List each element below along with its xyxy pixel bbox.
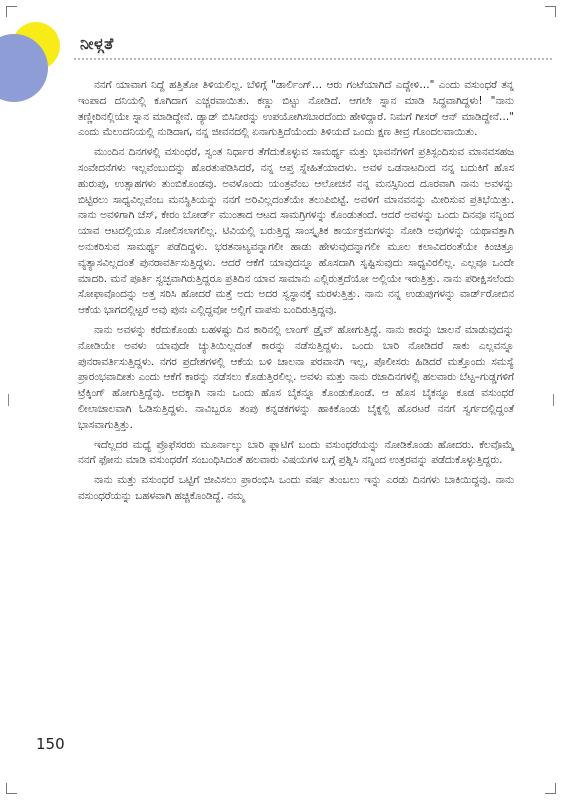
paragraph: ಇದೆಲ್ಲದರ ಮಧ್ಯೆ ಪ್ರೊಫೆಸರರು ಮೂರ್ನಾಲ್ಕು ಬಾರಿ ಫ್ಲಾಟಿಗೆ ಬಂದು ವಸುಂಧರೆಯನ್ನು ನೋಡಿಕೊಂಡು ಹೋದರು. ಕೆಲವೊಮ್ಮೆ ನನಗೆ ಫೋನು ಮಾಡಿ ವಸುಂಧರೆಗೆ ಸಂಬಂಧಿಸಿದಂತೆ ಹಲವಾರು ವಿಷಯಗಳ ಬಗ್ಗೆ ಪ್ರಶ್ನಿಸಿ ನನ್ನಿಂದ ಉತ್ತರವನ್ನು ಪಡೆದುಕೊಳ್ಳುತ್ತಿದ್ದರು. — [78, 438, 514, 467]
section-title: ನೀಳ್ಗತೆ — [80, 34, 114, 53]
crop-mark-top-right — [545, 6, 556, 17]
page-number: 150 — [36, 735, 65, 753]
decorative-circles-icon — [0, 22, 80, 102]
paragraph: ನಾನು ಅವಳನ್ನು ಕರೆದುಕೊಂಡು ಬಹಳಷ್ಟು ದಿನ ಕಾರಿನಲ್ಲಿ ಲಾಂಗ್ ಡ್ರೈವ್ ಹೋಗುತ್ತಿದ್ದೆ. ನಾನು ಕಾರನ್ನು ಚಾಲನೆ ಮಾಡುವುದನ್ನು ನೋಡಿಯೇ ಅವಳು ಯಾವುದೇ ಚ್ಯುತಿಯಿಲ್ಲದಂತೆ ಕಾರನ್ನು ನಡೆಸುತ್ತಿದ್ದಳು. ಒಂದು ಬಾರಿ ನೋಡಿದರೆ ಸಾಕು ಎಲ್ಲವನ್ನೂ ಪುನರಾವರ್ತಿಸುತ್ತಿದ್ದಳು. ನಗರ ಪ್ರದೇಶಗಳಲ್ಲಿ ಆಕೆಯ ಬಳಿ ಚಾಲನಾ ಪರವಾನಗಿ ಇಲ್ಲ, ಪೊಲೀಸರು ಹಿಡಿದರೆ ಮತ್ತೊಂದು ಸಮಸ್ಯೆ ಪ್ರಾರಂಭವಾದೀತು ಎಂದು ಆಕೆಗೆ ಕಾರನ್ನು ನಡೆಸಲು ಕೊಡುತ್ತಿರಲಿಲ್ಲ. ಅವಳು ಮತ್ತು ನಾನು ರಜಾದಿನಗಳಲ್ಲಿ ಹಲವಾರು ಬೆಟ್ಟ–ಗುಡ್ಡಗಳಿಗೆ ಟ್ರೆಕ್ಕಿಂಗ್ ಹೋಗುತ್ತಿದ್ದೆವು. ಅದಕ್ಕಾಗಿ ನಾನು ಒಂದು ಹೊಸ ಬೈಕನ್ನೂ ಕೊಂಡುಕೊಂಡೆ. ಆ ಹೊಸ ಬೈಕನ್ನೂ ಕೂಡ ವಸುಂಧರೆ ಲೀಲಾಜಾಲವಾಗಿ ಓಡಿಸುತ್ತಿದ್ದಳು. ನಾವಿಬ್ಬರೂ ತಂಪು ಕನ್ನಡಕಗಳನ್ನು ಹಾಕಿಕೊಂಡು ಬೈಕ್ನಲ್ಲಿ ಹೊರಟರೆ ನನಗೆ ಸ್ವರ್ಗದಲ್ಲಿದ್ದಂತೆ ಭಾಸವಾಗುತ್ತಿತ್ತು. — [78, 323, 514, 431]
paragraph: ನಾನು ಮತ್ತು ವಸುಂಧರೆ ಒಟ್ಟಿಗೆ ಜೀವಿಸಲು ಪ್ರಾರಂಭಿಸಿ ಒಂದು ವರ್ಷ ತುಂಬಲು ಇನ್ನು ಎರಡು ದಿನಗಳು ಬಾಕಿಯಿದ್ದವು. ನಾನು ವಸುಂಧರೆಯನ್ನು ಬಹಳವಾಗಿ ಹಚ್ಚಿಕೊಂಡಿದ್ದೆ. ನಮ್ಮ — [78, 474, 514, 502]
crop-mark-top-left — [6, 6, 17, 17]
crop-mark-bottom-right — [545, 783, 556, 794]
paragraph: ಮುಂದಿನ ದಿನಗಳಲ್ಲಿ ವಸುಂಧರೆ, ಸ್ವಂತ ನಿರ್ಧಾರ ತೆಗೆದುಕೊಳ್ಳುವ ಸಾಮರ್ಥ್ಯ ಮತ್ತು ಭಾವನೆಗಳಿಗೆ ಪ್ರತಿಸ್ಪಂದಿಸುವ ಮಾನವಸಹಜ ಸಂವೇದನೆಗಳು ಇಲ್ಲವೆಂಬುದನ್ನು ಹೊರತುಪಡಿಸಿದರೆ, ನನ್ನ ಆಪ್ತ ಸ್ನೇಹಿತೆಯಾದಳು. ಅವಳ ಒಡನಾಟದಿಂದ ನನ್ನ ಬದುಕಿಗೆ ಹೊಸ ಹುರುಪು, ಉತ್ಸಾಹಗಳು ತುಂಬಿಕೊಂಡವು. ಅವಳೊಂದು ಯಂತ್ರವೆಂಬ ಆಲೋಚನೆ ನನ್ನ ಮನಸ್ಸಿನಿಂದ ದೂರವಾಗಿ ನಾನು ಅವಳನ್ನು ಬಿಟ್ಟಿರಲು ಸಾಧ್ಯವಿಲ್ಲವೆಂಬ ಮನಸ್ಥಿತಿಯನ್ನು ನನಗೆ ಅರಿವಿಲ್ಲದಂತೆಯೇ ತಲುಪಿಬಿಟ್ಟೆ. ಅವಳಿಗೆ ಮಾನವನನ್ನು ಮೀರಿಸುವ ಪ್ರತಿಭೆಯಿತ್ತು. ನಾನು ಅವಳಿಗಾಗಿ ಚೆಸ್, ಕೇರಂ ಬೋರ್ಡ್ ಮುಂತಾದ ಆಟದ ಸಾಮಗ್ರಿಗಳನ್ನು ಕೊಂಡುತಂದೆ. ಆದರೆ ಅವಳನ್ನು ಒಂದು ದಿನವೂ ನನ್ನಿಂದ ಯಾವ ಆಟದಲ್ಲಿಯೂ ಸೋಲಿಸಲಾಗಲಿಲ್ಲ. ಟಿವಿಯಲ್ಲಿ ಬರುತ್ತಿದ್ದ ಸಾಂಸ್ಕೃತಿಕ ಕಾರ್ಯಕ್ರಮಗಳನ್ನು ನೋಡಿ ಅವುಗಳನ್ನು ಯಥಾವತ್ತಾಗಿ ಅನುಕರಿಸುವ ಸಾಮರ್ಥ್ಯ ಪಡೆದಿದ್ದಳು. ಭರತನಾಟ್ಯವನ್ನಾಗಲೀ ಹಾಡು ಹೇಳುವುದನ್ನಾಗಲೀ ಮೂಲ ಕಲಾವಿದರಂತೆಯೇ ಕಿಂಚಿತ್ತೂ ವ್ಯತ್ಯಾಸವಿಲ್ಲದಂತೆ ಪುನರಾವರ್ತಿಸುತ್ತಿದ್ದಳು. ಆದರೆ ಆಕೆಗೆ ಯಾವುದನ್ನೂ ಹೊಸದಾಗಿ ಸೃಷ್ಟಿಸುವುದು ಸಾಧ್ಯವಿರಲಿಲ್ಲ. ಎಲ್ಲವೂ ಒಂದೇ ಮಾದರಿ. ಮನೆ ಪೂರ್ತಿ ಸ್ವಚ್ಛವಾಗಿರುತ್ತಿದ್ದರೂ ಪ್ರತಿದಿನ ಯಾವ ಸಾಮಾನು ಎಲ್ಲಿರುತ್ತದೆಯೋ ಅಲ್ಲಿಯೇ ಇರುತ್ತಿತ್ತು. ನಾನು ಪರೀಕ್ಷಿಸಲೆಂದು ಸೋಫಾವೊಂದನ್ನು ಅತ್ತ ಸರಿಸಿ ಹೋದರೆ ಮತ್ತೆ ಅದು ಅದರ ಸ್ವಸ್ಥಾನಕ್ಕೆ ಮರಳುತ್ತಿತ್ತು. ನಾನು ನನ್ನ ಉಡುಪುಗಳನ್ನು ವಾರ್ಡ್‌ರೋಬಿನ ಆಕೆಯ ಭಾಗದಲ್ಲಿಟ್ಟರೆ ಅವು ಪುನಃ ಎಲ್ಲಿದ್ದವೋ ಅಲ್ಲಿಗೆ ವಾಪಸು ಬಂದಿರುತ್ತಿದ್ದವು. — [78, 146, 514, 317]
body-text — [78, 78, 514, 509]
header-dotted-rule — [74, 58, 552, 60]
registration-mark-right — [553, 394, 554, 406]
registration-mark-left — [8, 394, 9, 406]
crop-mark-bottom-left — [6, 783, 17, 794]
paragraph: ನನಗೆ ಯಾವಾಗ ನಿದ್ದೆ ಹತ್ತಿತೋ ತಿಳಿಯಲಿಲ್ಲ. ಬೆಳಿಗ್ಗೆ "ಡಾರ್ಲಿಂಗ್… ಆರು ಗಂಟೆಯಾಗಿದೆ ಎದ್ದೇಳಿ…" ಎಂದು ವಸುಂಧರೆ ತನ್ನ ಇಂಪಾದ ದನಿಯಲ್ಲಿ ಕೂಗಿದಾಗ ಎಚ್ಚರವಾಯಿತು. ಕಣ್ಣು ಬಿಟ್ಟು ನೋಡಿದೆ. ಆಗಲೇ ಸ್ನಾನ ಮಾಡಿ ಸಿದ್ಧವಾಗಿದ್ದಳು! "ನಾನು ತಣ್ಣೀರಿನಲ್ಲಿಯೇ ಸ್ನಾನ ಮಾಡಿದ್ದೇನೆ. ಡ್ಯಾಡ್ ಬಿಸಿನೀರನ್ನು ಉಪಯೋಗಿಸಬಾರದೆಂದು ಹೇಳಿದ್ದಾರೆ. ನಿಮಗೆ ಗೀಸರ್ ಆನ್ ಮಾಡಿದ್ದೇನೆ…" ಎಂದು ಮೆಲುದನಿಯಲ್ಲಿ ನುಡಿದಾಗ, ನನ್ನ ಜೀವನದಲ್ಲಿ ಏನಾಗುತ್ತಿದೆಯೆಂದು ತಿಳಿಯದೆ ಒಂದು ಕ್ಷಣ ತೀವ್ರ ಗೊಂದಲವಾಯಿತು. — [78, 79, 514, 139]
